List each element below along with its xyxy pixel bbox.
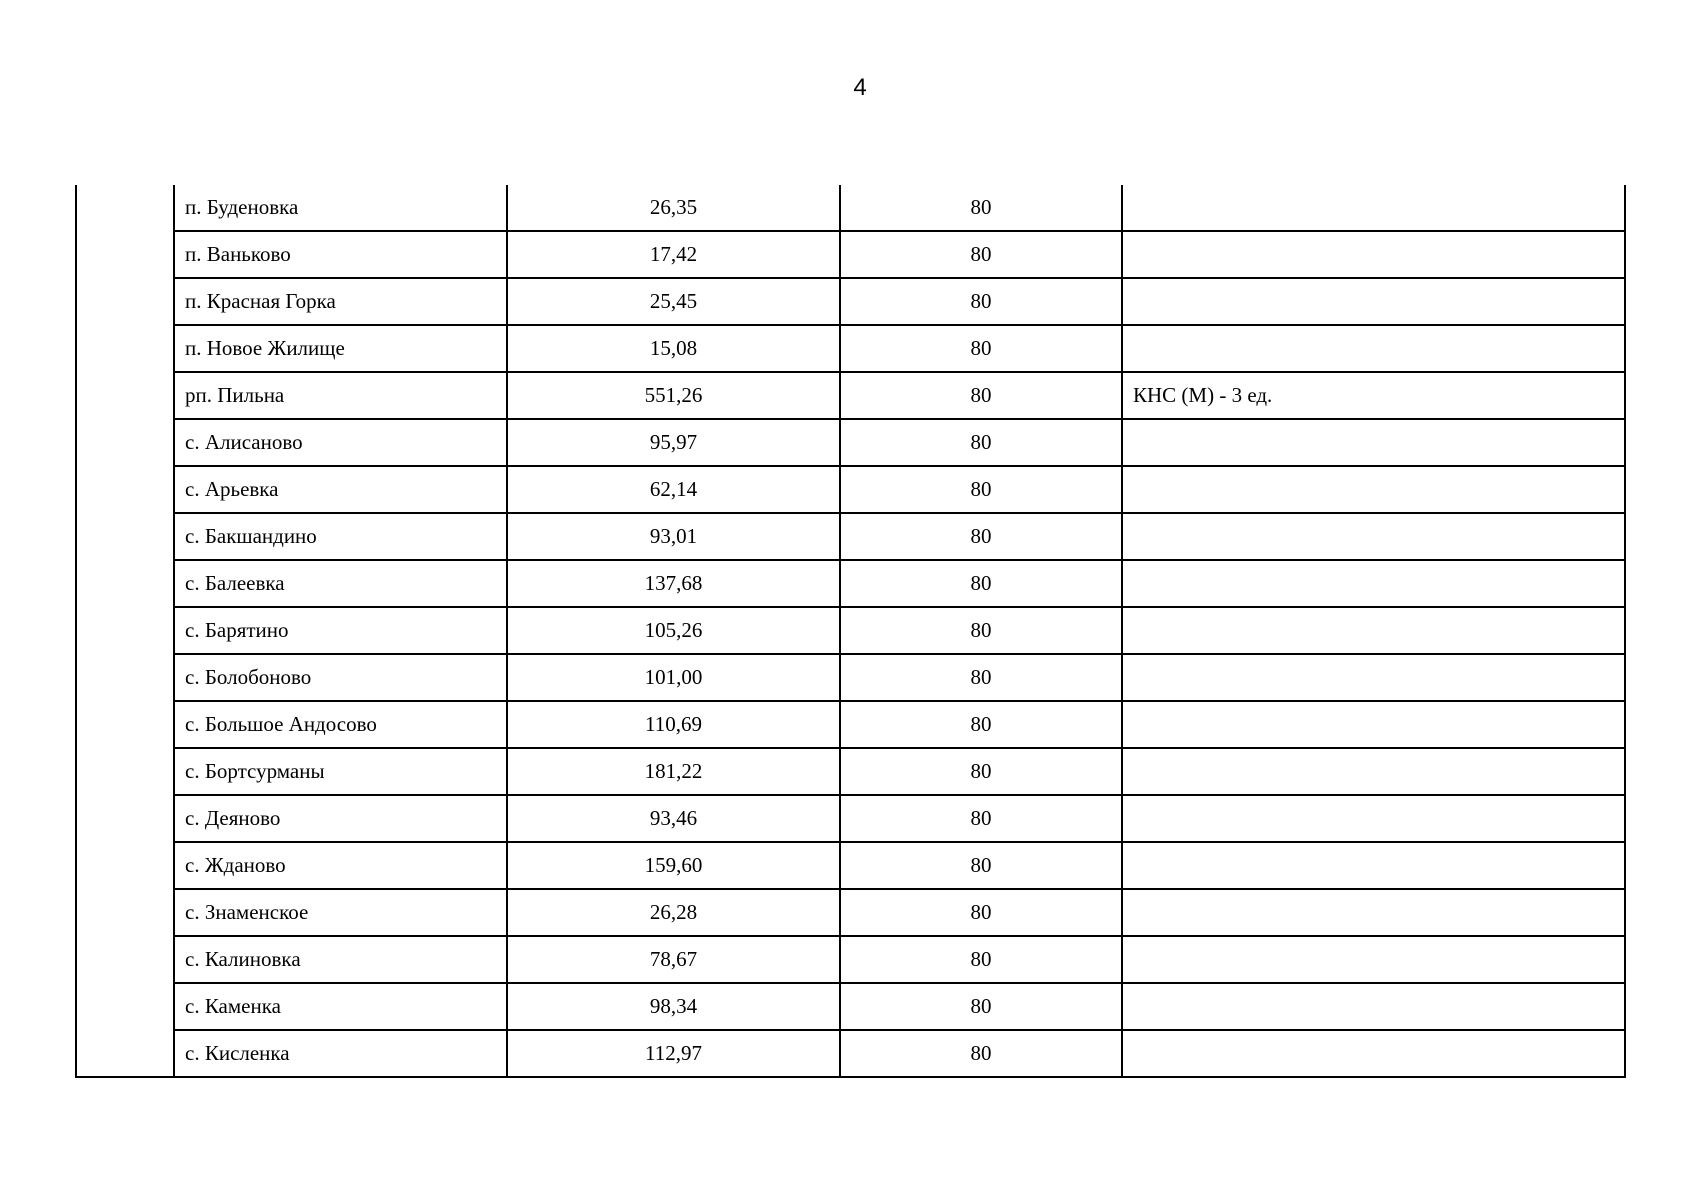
percent-cell: 80	[840, 513, 1122, 560]
note-cell	[1122, 1030, 1625, 1077]
note-cell	[1122, 795, 1625, 842]
percent-cell: 80	[840, 795, 1122, 842]
table-row	[76, 654, 1625, 701]
table-row	[76, 607, 1625, 654]
settlement-name-cell: п. Красная Горка	[174, 278, 507, 325]
row-group-cell	[76, 466, 174, 513]
value-cell: 62,14	[507, 466, 840, 513]
table-row	[76, 983, 1625, 1030]
value-cell: 551,26	[507, 372, 840, 419]
settlement-name-cell: с. Бортсурманы	[174, 748, 507, 795]
percent-cell: 80	[840, 185, 1122, 231]
row-group-cell	[76, 842, 174, 889]
table-row	[76, 748, 1625, 795]
value-cell: 110,69	[507, 701, 840, 748]
note-cell	[1122, 466, 1625, 513]
note-cell	[1122, 607, 1625, 654]
value-cell: 159,60	[507, 842, 840, 889]
percent-cell: 80	[840, 419, 1122, 466]
percent-cell: 80	[840, 325, 1122, 372]
table-body	[76, 185, 1625, 1077]
value-cell: 98,34	[507, 983, 840, 1030]
percent-cell: 80	[840, 748, 1122, 795]
table-row	[76, 372, 1625, 419]
value-cell: 112,97	[507, 1030, 840, 1077]
table-row	[76, 419, 1625, 466]
row-group-cell	[76, 278, 174, 325]
value-cell: 25,45	[507, 278, 840, 325]
table-row	[76, 231, 1625, 278]
percent-cell: 80	[840, 889, 1122, 936]
settlement-name-cell: с. Знаменское	[174, 889, 507, 936]
settlement-name-cell: с. Деяново	[174, 795, 507, 842]
settlement-name-cell: с. Каменка	[174, 983, 507, 1030]
value-cell: 15,08	[507, 325, 840, 372]
value-cell: 93,01	[507, 513, 840, 560]
settlement-name-cell: с. Балеевка	[174, 560, 507, 607]
percent-cell: 80	[840, 231, 1122, 278]
percent-cell: 80	[840, 983, 1122, 1030]
table-row	[76, 325, 1625, 372]
row-group-cell	[76, 936, 174, 983]
row-group-cell	[76, 795, 174, 842]
settlement-name-cell: с. Болобоново	[174, 654, 507, 701]
note-cell: КНС (М) - 3 ед.	[1122, 372, 1625, 419]
page-number: 4	[853, 74, 867, 101]
table-row	[76, 701, 1625, 748]
settlement-name-cell: с. Алисаново	[174, 419, 507, 466]
row-group-cell	[76, 748, 174, 795]
note-cell	[1122, 419, 1625, 466]
percent-cell: 80	[840, 701, 1122, 748]
note-cell	[1122, 654, 1625, 701]
row-group-cell	[76, 231, 174, 278]
value-cell: 105,26	[507, 607, 840, 654]
value-cell: 101,00	[507, 654, 840, 701]
row-group-cell	[76, 983, 174, 1030]
percent-cell: 80	[840, 842, 1122, 889]
note-cell	[1122, 325, 1625, 372]
settlement-name-cell: с. Кисленка	[174, 1030, 507, 1077]
table-row	[76, 185, 1625, 231]
percent-cell: 80	[840, 607, 1122, 654]
settlement-name-cell: с. Жданово	[174, 842, 507, 889]
table-row	[76, 936, 1625, 983]
value-cell: 26,35	[507, 185, 840, 231]
percent-cell: 80	[840, 372, 1122, 419]
settlement-name-cell: с. Калиновка	[174, 936, 507, 983]
note-cell	[1122, 748, 1625, 795]
row-group-cell	[76, 560, 174, 607]
row-group-cell	[76, 607, 174, 654]
value-cell: 26,28	[507, 889, 840, 936]
row-group-cell	[76, 325, 174, 372]
settlement-name-cell: с. Большое Андосово	[174, 701, 507, 748]
settlement-name-cell: с. Бакшандино	[174, 513, 507, 560]
note-cell	[1122, 513, 1625, 560]
note-cell	[1122, 560, 1625, 607]
row-group-cell	[76, 372, 174, 419]
note-cell	[1122, 983, 1625, 1030]
settlements-table	[75, 185, 1626, 1078]
table-row	[76, 795, 1625, 842]
percent-cell: 80	[840, 936, 1122, 983]
table-row	[76, 278, 1625, 325]
note-cell	[1122, 278, 1625, 325]
value-cell: 137,68	[507, 560, 840, 607]
row-group-cell	[76, 889, 174, 936]
value-cell: 17,42	[507, 231, 840, 278]
note-cell	[1122, 889, 1625, 936]
percent-cell: 80	[840, 466, 1122, 513]
table-row	[76, 1030, 1625, 1077]
percent-cell: 80	[840, 560, 1122, 607]
table-row	[76, 889, 1625, 936]
settlement-name-cell: с. Арьевка	[174, 466, 507, 513]
percent-cell: 80	[840, 278, 1122, 325]
value-cell: 181,22	[507, 748, 840, 795]
settlement-name-cell: п. Буденовка	[174, 185, 507, 231]
note-cell	[1122, 842, 1625, 889]
table-row	[76, 842, 1625, 889]
note-cell	[1122, 231, 1625, 278]
table-row	[76, 560, 1625, 607]
row-group-cell	[76, 419, 174, 466]
row-group-cell	[76, 513, 174, 560]
settlement-name-cell: п. Ваньково	[174, 231, 507, 278]
note-cell	[1122, 701, 1625, 748]
note-cell	[1122, 185, 1625, 231]
percent-cell: 80	[840, 654, 1122, 701]
settlement-name-cell: рп. Пильна	[174, 372, 507, 419]
table-row	[76, 513, 1625, 560]
row-group-cell	[76, 185, 174, 231]
settlement-name-cell: с. Барятино	[174, 607, 507, 654]
row-group-cell	[76, 701, 174, 748]
table-row	[76, 466, 1625, 513]
value-cell: 95,97	[507, 419, 840, 466]
settlement-name-cell: п. Новое Жилище	[174, 325, 507, 372]
percent-cell: 80	[840, 1030, 1122, 1077]
row-group-cell	[76, 1030, 174, 1077]
note-cell	[1122, 936, 1625, 983]
value-cell: 93,46	[507, 795, 840, 842]
row-group-cell	[76, 654, 174, 701]
value-cell: 78,67	[507, 936, 840, 983]
